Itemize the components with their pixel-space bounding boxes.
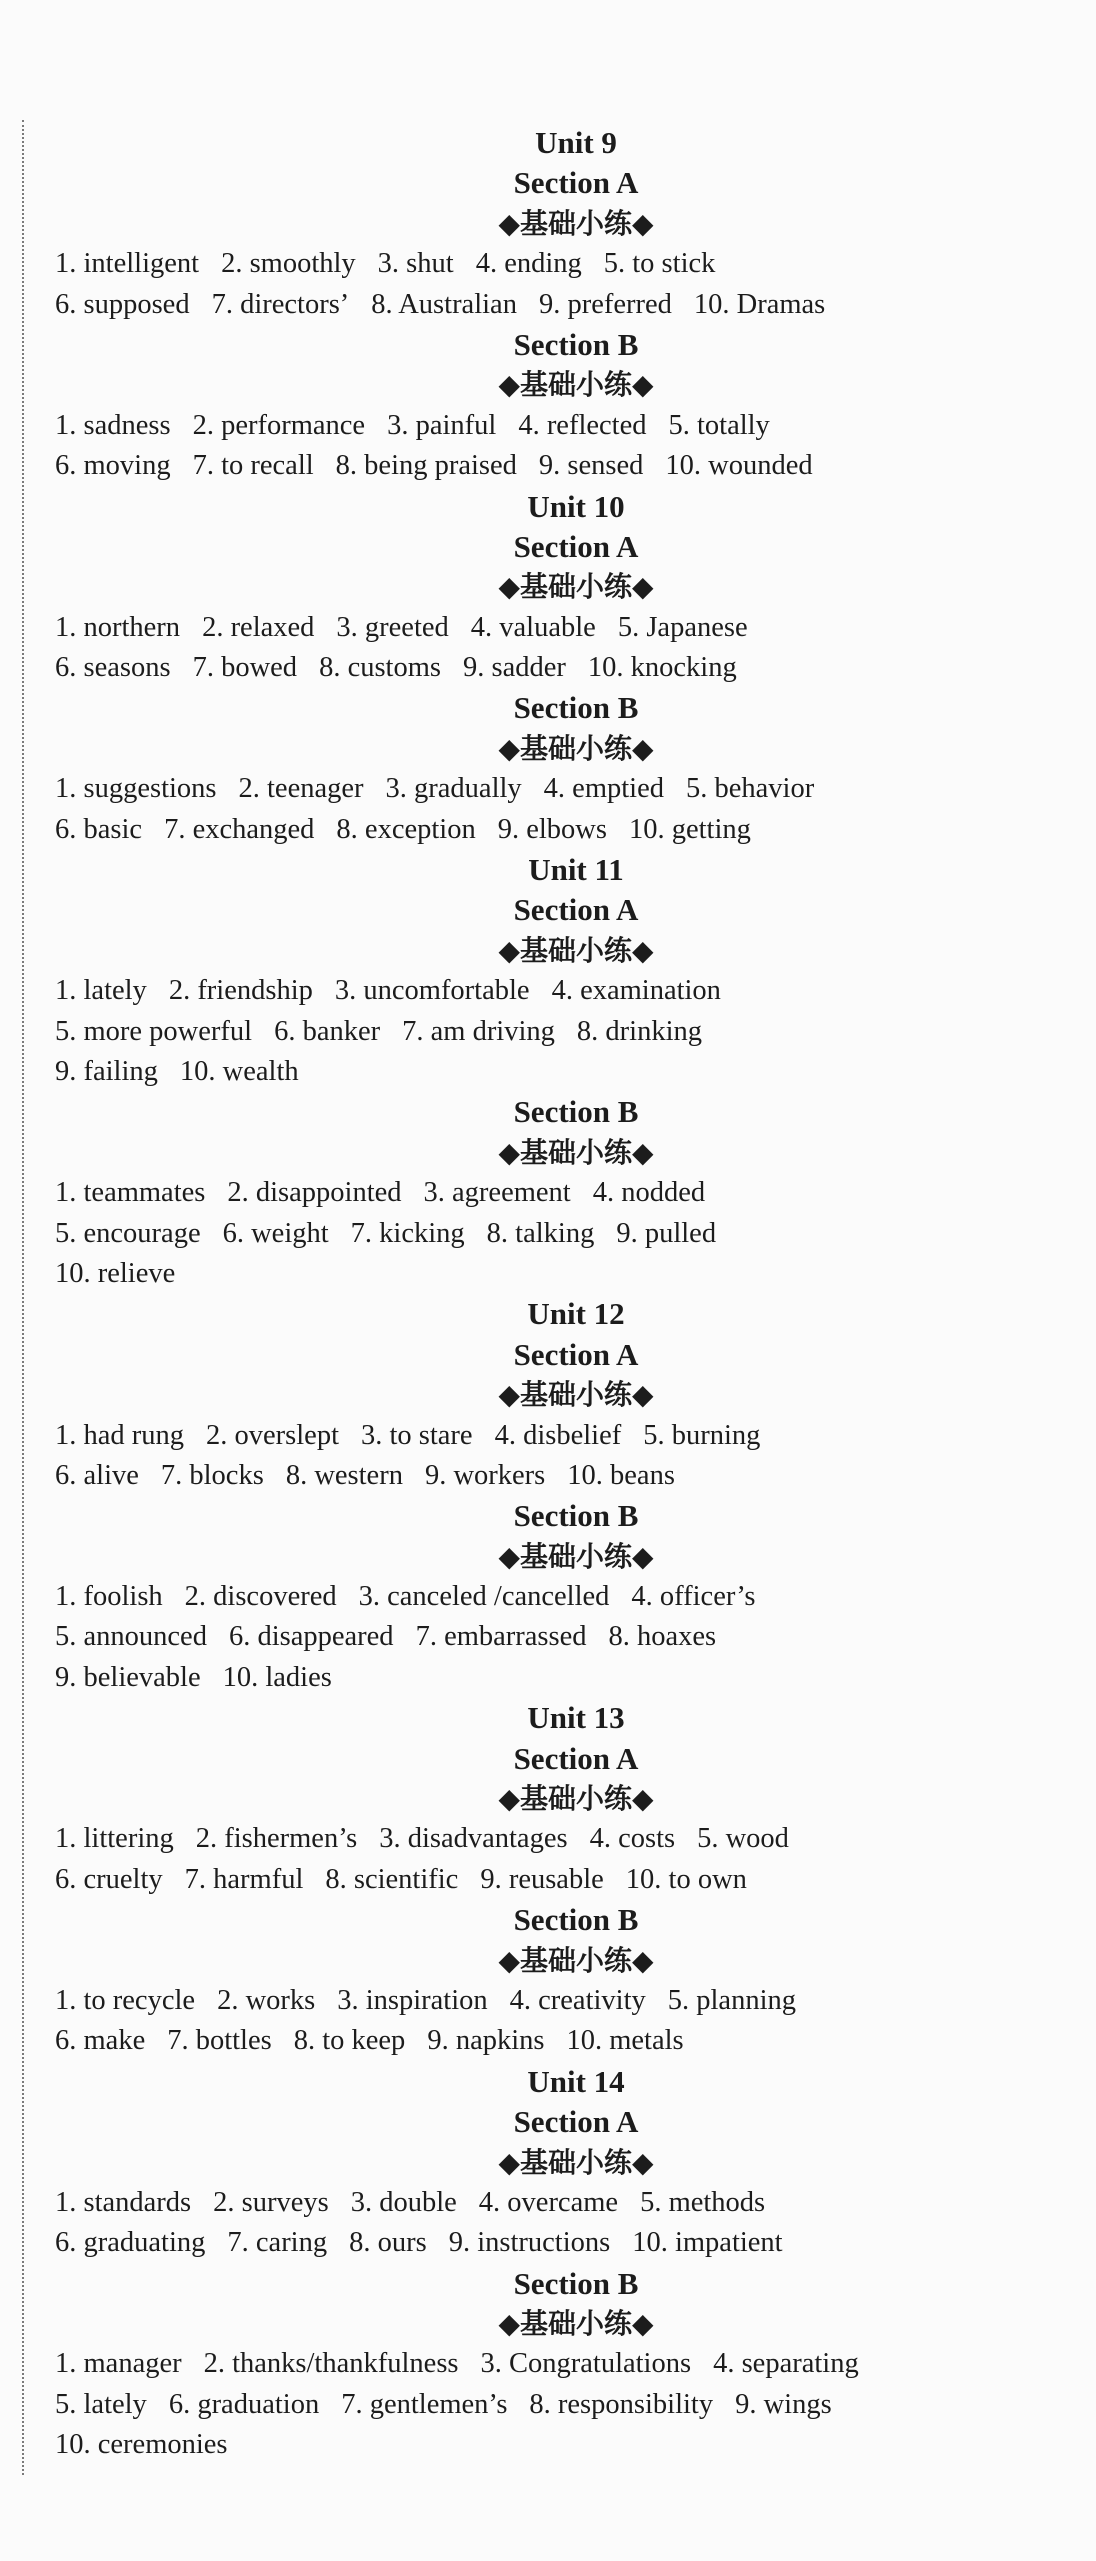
answer-item: 2. performance: [192, 409, 366, 441]
answer-item: 2. discovered: [184, 1581, 337, 1613]
answer-item: 8. exception: [336, 813, 476, 845]
answer-item: 1. had rung: [55, 1419, 185, 1451]
answer-item: 4. examination: [551, 975, 721, 1007]
answer-item: 2. surveys: [213, 2186, 329, 2218]
answer-item: 10. beans: [567, 1459, 675, 1491]
answer-item: 7. am driving: [402, 1015, 555, 1047]
answer-line: [0, 406, 1096, 446]
answer-line: [0, 810, 1096, 850]
answer-line: [0, 285, 1096, 325]
answer-line: [0, 1416, 1096, 1456]
answer-item: 6. banker: [274, 1015, 381, 1047]
answer-item: 6. disappeared: [228, 1621, 394, 1653]
answer-item: 4. valuable: [470, 611, 596, 643]
answer-item: 3. painful: [387, 409, 497, 441]
answer-item: 8. ours: [349, 2227, 427, 2259]
answer-item: 9. pulled: [616, 1217, 717, 1249]
section-title: Section A: [513, 2104, 639, 2140]
answer-line: [0, 1254, 1096, 1294]
answer-item: 8. talking: [486, 1217, 595, 1249]
answer-item: 1. northern: [55, 611, 181, 643]
answer-item: 6. graduating: [55, 2227, 206, 2259]
answer-item: 3. Congratulations: [480, 2348, 692, 2380]
drill-heading: ◆基础小练◆: [498, 933, 654, 967]
answer-item: 3. disadvantages: [379, 1823, 568, 1855]
section-title: Section A: [513, 1336, 639, 1372]
drill-heading: ◆基础小练◆: [498, 368, 654, 402]
answer-item: 6. make: [55, 2025, 146, 2057]
drill-heading: ◆基础小练◆: [498, 1539, 654, 1573]
answer-item: 4. overcame: [478, 2186, 619, 2218]
answer-item: 4. separating: [713, 2348, 859, 2380]
drill-heading: ◆基础小练◆: [498, 1782, 654, 1816]
answer-line: [0, 608, 1096, 648]
answer-item: 1. intelligent: [55, 248, 200, 280]
section-title: Section A: [513, 165, 639, 201]
answer-line: [0, 1173, 1096, 1213]
answer-item: 8. scientific: [325, 1863, 459, 1895]
answer-line: [0, 648, 1096, 688]
answer-item: 7. kicking: [350, 1217, 465, 1249]
answer-line: [0, 1617, 1096, 1657]
answer-item: 6. seasons: [55, 652, 171, 684]
answer-item: 1. littering: [55, 1823, 174, 1855]
answer-item: 1. manager: [55, 2348, 182, 2380]
answer-item: 8. western: [285, 1459, 403, 1491]
section-title: Section B: [513, 1902, 639, 1938]
answer-item: 7. gentlemen’s: [341, 2388, 508, 2420]
answer-item: 10. getting: [628, 813, 751, 845]
answer-item: 6. basic: [55, 813, 143, 845]
answer-item: 1. foolish: [55, 1581, 163, 1613]
answer-line: [0, 1981, 1096, 2021]
answer-item: 4. emptied: [543, 773, 664, 805]
answer-item: 2. works: [217, 1984, 316, 2016]
drill-heading: ◆基础小练◆: [498, 206, 654, 240]
answer-item: 9. reusable: [480, 1863, 604, 1895]
answer-item: 5. lately: [55, 2388, 147, 2420]
answer-item: 2. fishermen’s: [195, 1823, 358, 1855]
answer-item: 5. totally: [668, 409, 770, 441]
answer-line: [0, 2021, 1096, 2061]
answer-line: [0, 2385, 1096, 2425]
answer-item: 7. embarrassed: [415, 1621, 587, 1653]
answer-item: 9. sensed: [538, 450, 644, 482]
drill-heading: ◆基础小练◆: [498, 1943, 654, 1977]
answer-item: 4. ending: [475, 248, 582, 280]
answer-item: 4. nodded: [592, 1177, 706, 1209]
answer-item: 5. Japanese: [617, 611, 748, 643]
answer-item: 9. elbows: [497, 813, 607, 845]
answer-item: 1. lately: [55, 975, 147, 1007]
answer-item: 10. knocking: [587, 652, 737, 684]
answer-item: 5. burning: [643, 1419, 761, 1451]
drill-heading: ◆基础小练◆: [498, 1378, 654, 1412]
answer-item: 10. Dramas: [693, 288, 826, 320]
answer-item: 1. standards: [55, 2186, 192, 2218]
section-title: Section B: [513, 1094, 639, 1130]
answer-item: 6. graduation: [168, 2388, 320, 2420]
drill-heading: ◆基础小练◆: [498, 2145, 654, 2179]
answer-item: 9. believable: [55, 1661, 201, 1693]
answer-item: 3. canceled /cancelled: [358, 1581, 610, 1613]
answer-item: 1. suggestions: [55, 773, 217, 805]
answer-key-document: [0, 123, 1096, 2466]
answer-item: 2. teenager: [238, 773, 364, 805]
drill-heading: ◆基础小练◆: [498, 570, 654, 604]
answer-item: 5. methods: [640, 2186, 766, 2218]
answer-item: 9. napkins: [427, 2025, 545, 2057]
answer-item: 6. weight: [222, 1217, 329, 1249]
answer-item: 5. encourage: [55, 1217, 201, 1249]
answer-item: 3. double: [350, 2186, 457, 2218]
answer-line: [0, 1214, 1096, 1254]
answer-item: 9. instructions: [448, 2227, 611, 2259]
answer-line: [0, 2425, 1096, 2465]
answer-line: [0, 1052, 1096, 1092]
section-title: Section A: [513, 892, 639, 928]
answer-item: 10. metals: [566, 2025, 684, 2057]
answer-item: 4. officer’s: [631, 1581, 756, 1613]
answer-item: 8. to keep: [293, 2025, 406, 2057]
section-title: Section B: [513, 1498, 639, 1534]
answer-item: 4. creativity: [509, 1984, 646, 2016]
drill-heading: ◆基础小练◆: [498, 1135, 654, 1169]
drill-heading: ◆基础小练◆: [498, 731, 654, 765]
unit-title: Unit 10: [527, 488, 625, 524]
answer-item: 10. wounded: [665, 450, 813, 482]
answer-item: 8. being praised: [335, 450, 517, 482]
answer-line: [0, 971, 1096, 1011]
answer-line: [0, 2183, 1096, 2223]
section-title: Section B: [513, 690, 639, 726]
answer-item: 4. disbelief: [494, 1419, 622, 1451]
answer-item: 10. wealth: [179, 1055, 299, 1087]
answer-item: 4. costs: [589, 1823, 676, 1855]
answer-item: 8. responsibility: [529, 2388, 714, 2420]
answer-item: 9. workers: [424, 1459, 546, 1491]
answer-item: 7. caring: [227, 2227, 328, 2259]
answer-line: [0, 1577, 1096, 1617]
answer-item: 7. bottles: [167, 2025, 272, 2057]
answer-item: 1. teammates: [55, 1177, 206, 1209]
unit-title: Unit 9: [535, 125, 617, 160]
section-title: Section B: [513, 2265, 639, 2301]
answer-item: 5. wood: [697, 1823, 789, 1855]
answer-item: 5. behavior: [685, 773, 815, 805]
answer-item: 7. blocks: [160, 1459, 264, 1491]
answer-item: 5. more powerful: [55, 1015, 253, 1047]
answer-item: 2. friendship: [168, 975, 313, 1007]
answer-item: 7. bowed: [192, 652, 298, 684]
answer-item: 10. to own: [625, 1863, 747, 1895]
answer-item: 6. alive: [55, 1459, 139, 1491]
answer-line: [0, 1819, 1096, 1859]
answer-item: 6. moving: [55, 450, 171, 482]
answer-item: 6. cruelty: [55, 1863, 163, 1895]
answer-line: [0, 1860, 1096, 1900]
section-title: Section B: [513, 326, 639, 362]
answer-item: 8. Australian: [371, 288, 517, 320]
answer-item: 6. supposed: [55, 288, 190, 320]
answer-item: 7. harmful: [184, 1863, 304, 1895]
answer-item: 2. smoothly: [221, 248, 356, 280]
answer-line: [0, 446, 1096, 486]
unit-title: Unit 11: [528, 852, 624, 888]
answer-item: 3. greeted: [336, 611, 449, 643]
answer-item: 8. hoaxes: [608, 1621, 717, 1653]
answer-item: 7. to recall: [192, 450, 314, 482]
answer-item: 10. ceremonies: [55, 2429, 228, 2461]
answer-item: 5. to stick: [603, 248, 716, 280]
answer-line: [0, 1456, 1096, 1496]
answer-item: 10. ladies: [222, 1661, 332, 1693]
answer-line: [0, 2223, 1096, 2263]
answer-item: 2. overslept: [206, 1419, 339, 1451]
answer-item: 3. agreement: [423, 1177, 571, 1209]
answer-item: 10. relieve: [55, 1257, 176, 1289]
answer-line: [0, 1012, 1096, 1052]
answer-item: 3. inspiration: [337, 1984, 488, 2016]
answer-item: 9. preferred: [538, 288, 672, 320]
answer-item: 8. customs: [319, 652, 441, 684]
answer-item: 2. thanks/thankfulness: [203, 2348, 459, 2380]
answer-item: 4. reflected: [518, 409, 647, 441]
answer-item: 9. failing: [55, 1055, 158, 1087]
answer-item: 1. sadness: [55, 409, 171, 441]
answer-item: 8. drinking: [576, 1015, 702, 1047]
section-title: Section A: [513, 528, 639, 564]
answer-item: 7. exchanged: [164, 813, 315, 845]
answer-item: 2. relaxed: [202, 611, 315, 643]
answer-item: 5. planning: [667, 1984, 797, 2016]
answer-item: 9. sadder: [462, 652, 566, 684]
answer-line: [0, 769, 1096, 809]
answer-item: 3. uncomfortable: [334, 975, 530, 1007]
drill-heading: ◆基础小练◆: [498, 2307, 654, 2341]
answer-item: 2. disappointed: [227, 1177, 402, 1209]
answer-line: [0, 1658, 1096, 1698]
unit-title: Unit 13: [527, 1700, 625, 1736]
answer-item: 5. announced: [55, 1621, 207, 1653]
answer-item: 3. to stare: [360, 1419, 473, 1451]
unit-title: Unit 14: [527, 2063, 625, 2099]
answer-line: [0, 244, 1096, 284]
answer-item: 7. directors’: [211, 288, 350, 320]
answer-item: 10. impatient: [632, 2227, 783, 2259]
answer-item: 1. to recycle: [55, 1984, 196, 2016]
answer-item: 9. wings: [735, 2388, 832, 2420]
answer-item: 3. shut: [377, 248, 454, 280]
unit-title: Unit 12: [527, 1296, 625, 1332]
section-title: Section A: [513, 1740, 639, 1776]
answer-item: 3. gradually: [385, 773, 522, 805]
answer-line: [0, 2344, 1096, 2384]
